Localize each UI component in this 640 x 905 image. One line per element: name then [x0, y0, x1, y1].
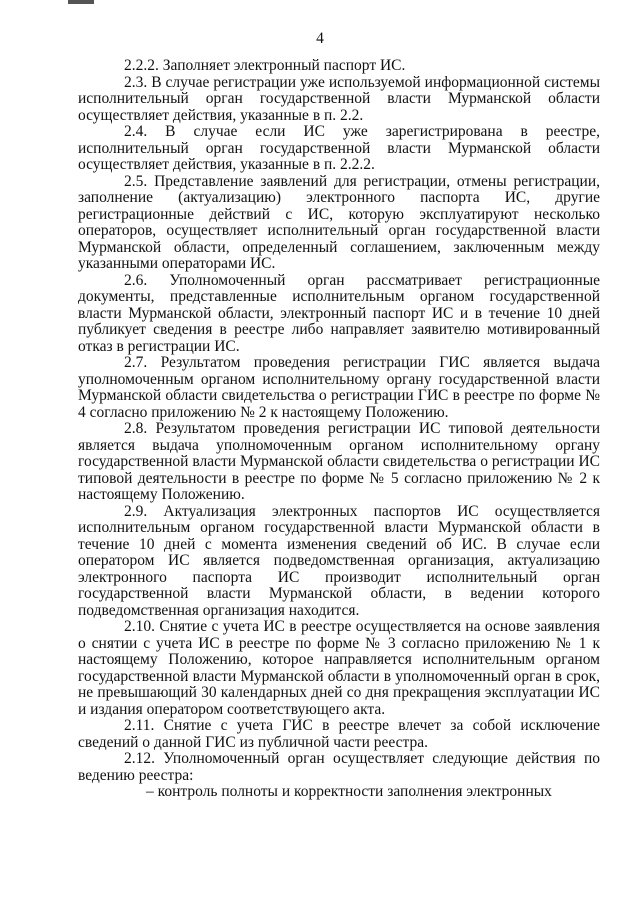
page-number: 4 — [316, 30, 324, 47]
paragraph-2-9: 2.9. Актуализация электронных паспортов ИС осуществляется исполнительным органом государственной власти Мурманской области в течение 10 дней с момента изменения сведений об ИС. В случае если оператором ИС является подведомственная организация, актуализацию электронного паспорта ИС производит исполнительный орган государственной власти Мурманской области, в ведении которого подведомственная организация находится. — [78, 502, 600, 619]
paragraph-2-7: 2.7. Результатом проведения регистрации ГИС является выдача уполномоченным органом исполнительному органу государственной власти Мурманской области свидетельства о регистрации ГИС в реестре по форме № 4 согласно приложению № 2 к настоящему Положению. — [78, 354, 600, 421]
paragraph-2-12: 2.12. Уполномоченный орган осуществляет следующие действия по ведению реестра: — [78, 750, 600, 784]
scan-mark — [68, 0, 94, 4]
paragraph-2-8: 2.8. Результатом проведения регистрации ИС типовой деятельности является выдача уполномоченным органом исполнительному органу государственной власти Мурманской области свидетельства о регистрации ИС типовой деятельности в реестре по форме № 5 согласно приложению № 2 к настоящему Положению. — [78, 420, 600, 503]
paragraph-2-11: 2.11. Снятие с учета ГИС в реестре влечет за собой исключение сведений о данной ГИС из публичной части реестра. — [78, 717, 600, 751]
list-item-control: – контроль полноты и корректности заполнения электронных — [146, 783, 552, 800]
paragraph-2-10: 2.10. Снятие с учета ИС в реестре осуществляется на основе заявления о снятии с учета ИС в реестре по форме № 3 согласно приложению № 1 к настоящему Положению, которое направляется исполнительным органом государственной власти Мурманской области в уполномоченный орган в срок, не превышающий 30 календарных дней со дня прекращения эксплуатации ИС и издания оператором соответствующего акта. — [78, 618, 600, 718]
paragraph-2-2-2: 2.2.2. Заполняет электронный паспорт ИС. — [124, 57, 406, 74]
paragraph-2-5: 2.5. Представление заявлений для регистрации, отмены регистрации, заполнение (актуализацию) электронного паспорта ИС, другие регистрационные действий с ИС, которую эксплуатируют несколько операторов, осуществляет исполнительный орган государственной власти Мурманской области, определенный соглашением, заключенным между указанными операторами ИС. — [78, 172, 600, 272]
paragraph-2-6: 2.6. Уполномоченный орган рассматривает регистрационные документы, представленные исполнительным органом государственной власти Мурманской области, электронный паспорт ИС и в течение 10 дней публикует сведения в реестре либо направляет заявителю мотивированный отказ в регистрации ИС. — [78, 271, 600, 355]
paragraph-2-3: 2.3. В случае регистрации уже используемой информационной системы исполнительный орган государственной власти Мурманской области осуществляет действия, указанные в п. 2.2. — [78, 73, 600, 124]
paragraph-2-4: 2.4. В случае если ИС уже зарегистрирована в реестре, исполнительный орган государственной власти Мурманской области осуществляет действия, указанные в п. 2.2.2. — [78, 123, 600, 173]
document-body — [78, 58, 600, 801]
